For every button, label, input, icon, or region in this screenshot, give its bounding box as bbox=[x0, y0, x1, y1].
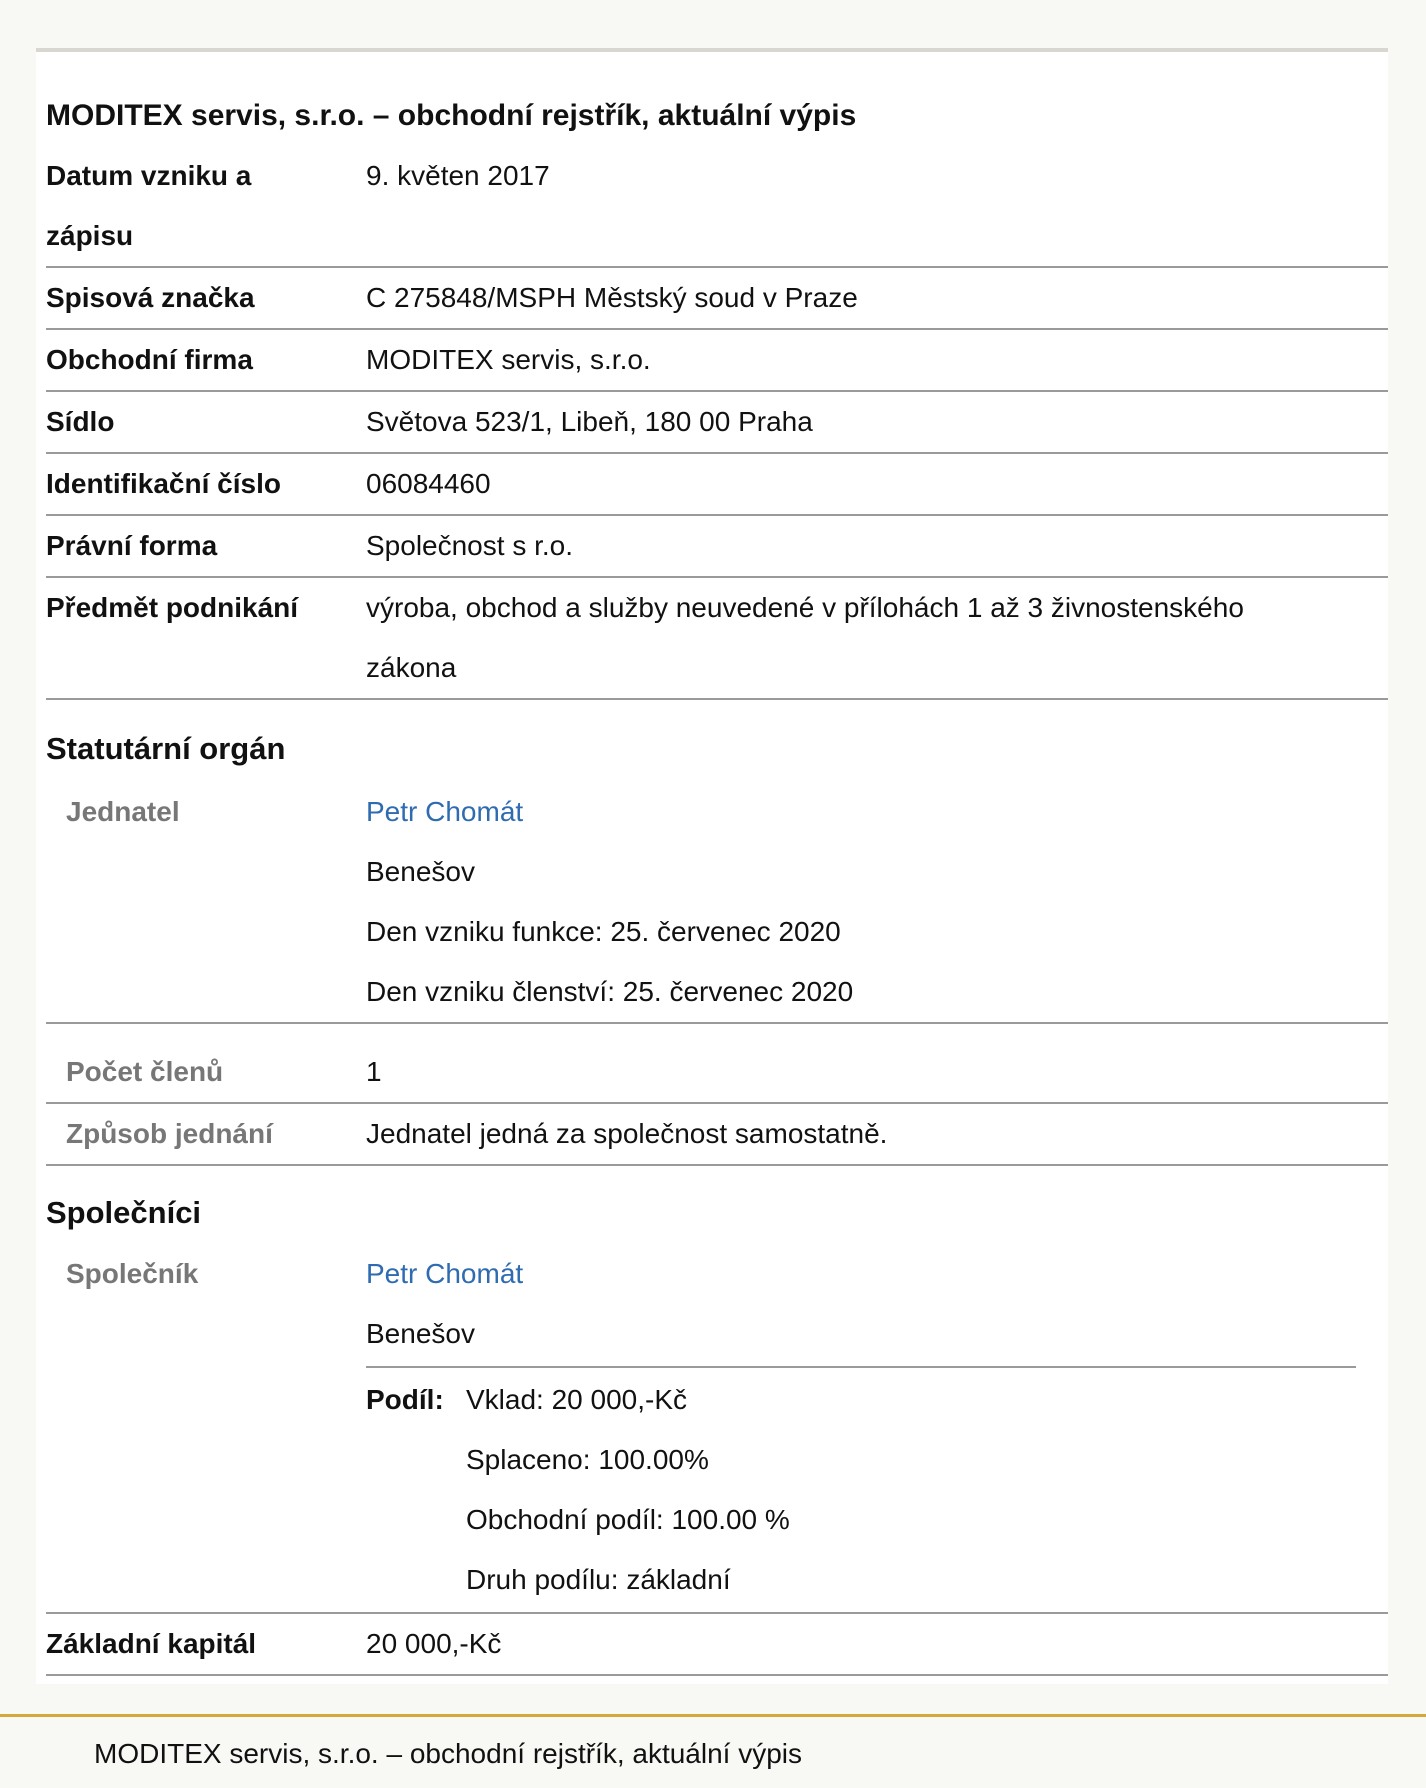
label-predmet-podnikani: Předmět podnikání bbox=[46, 592, 299, 623]
label-spisova-znacka: Spisová značka bbox=[46, 282, 255, 313]
jednatel-funkce: Den vzniku funkce: 25. červenec 2020 bbox=[366, 916, 841, 947]
value-sidlo: Světova 523/1, Libeň, 180 00 Praha bbox=[366, 406, 813, 437]
row-pravni-forma bbox=[46, 516, 1388, 578]
register-extract bbox=[36, 52, 1388, 1684]
podil-block bbox=[366, 1370, 1356, 1610]
podil-label: Podíl: bbox=[366, 1384, 444, 1415]
label-identifikacni-cislo: Identifikační číslo bbox=[46, 468, 281, 499]
value-spisova-znacka: C 275848/MSPH Městský soud v Praze bbox=[366, 282, 858, 313]
label-spolecnik: Společník bbox=[66, 1258, 199, 1289]
row-sidlo bbox=[46, 392, 1388, 454]
row-datum-vzniku bbox=[46, 146, 1388, 268]
row-zpusob-jednani bbox=[46, 1104, 1388, 1166]
value-zakladni-kapital: 20 000,-Kč bbox=[366, 1628, 502, 1659]
spolecnik-place: Benešov bbox=[366, 1318, 475, 1349]
label-jednatel: Jednatel bbox=[66, 796, 180, 827]
podil-splaceno: Splaceno: 100.00% bbox=[466, 1444, 709, 1475]
section-statutarni-organ: Statutární orgán bbox=[46, 731, 286, 766]
value-spolecnik bbox=[366, 1244, 1376, 1364]
label-datum-line1: Datum vzniku a bbox=[46, 160, 252, 191]
value-predmet-podnikani bbox=[366, 578, 1376, 698]
section-spolecnici: Společníci bbox=[46, 1195, 202, 1230]
spolecnik-name-link[interactable]: Petr Chomát bbox=[366, 1258, 524, 1289]
podil-divider bbox=[366, 1366, 1356, 1368]
label-datum-vzniku bbox=[46, 146, 346, 266]
podil-druh: Druh podílu: základní bbox=[466, 1564, 731, 1595]
label-obchodni-firma: Obchodní firma bbox=[46, 344, 253, 375]
podil-values bbox=[466, 1370, 790, 1610]
row-predmet-podnikani bbox=[46, 578, 1388, 700]
value-pocet-clenu: 1 bbox=[366, 1056, 382, 1087]
value-obchodni-firma: MODITEX servis, s.r.o. bbox=[366, 344, 651, 375]
value-datum-vzniku: 9. květen 2017 bbox=[366, 160, 550, 191]
label-sidlo: Sídlo bbox=[46, 406, 115, 437]
row-spisova-znacka bbox=[46, 268, 1388, 330]
label-pocet-clenu: Počet členů bbox=[66, 1056, 224, 1087]
podil-vklad: Vklad: 20 000,-Kč bbox=[466, 1384, 688, 1415]
label-pravni-forma: Právní forma bbox=[46, 530, 218, 561]
predmet-line2: zákona bbox=[366, 652, 457, 683]
jednatel-name-link[interactable]: Petr Chomát bbox=[366, 796, 524, 827]
row-zakladni-kapital bbox=[46, 1614, 1388, 1676]
label-zpusob-jednani: Způsob jednání bbox=[66, 1118, 273, 1149]
value-identifikacni-cislo: 06084460 bbox=[366, 468, 491, 499]
footer-caption: MODITEX servis, s.r.o. – obchodní rejstřík, aktuální výpis bbox=[94, 1738, 803, 1769]
row-obchodni-firma bbox=[46, 330, 1388, 392]
footer-divider bbox=[0, 1714, 1426, 1717]
jednatel-place: Benešov bbox=[366, 856, 475, 887]
value-pravni-forma: Společnost s r.o. bbox=[366, 530, 574, 561]
jednatel-clenstvi: Den vzniku členství: 25. červenec 2020 bbox=[366, 976, 854, 1007]
label-datum-line2: zápisu bbox=[46, 220, 134, 251]
row-jednatel bbox=[46, 782, 1388, 1024]
row-identifikacni-cislo bbox=[46, 454, 1388, 516]
podil-obchodni: Obchodní podíl: 100.00 % bbox=[466, 1504, 790, 1535]
page-title: MODITEX servis, s.r.o. – obchodní rejstřík, aktuální výpis bbox=[46, 99, 857, 132]
predmet-line1: výroba, obchod a služby neuvedené v přílohách 1 až 3 živnostenského bbox=[366, 592, 1244, 623]
value-zpusob-jednani: Jednatel jedná za společnost samostatně. bbox=[366, 1118, 888, 1149]
value-jednatel bbox=[366, 782, 1376, 1022]
row-pocet-clenu bbox=[46, 1042, 1388, 1104]
label-zakladni-kapital: Základní kapitál bbox=[46, 1628, 257, 1659]
